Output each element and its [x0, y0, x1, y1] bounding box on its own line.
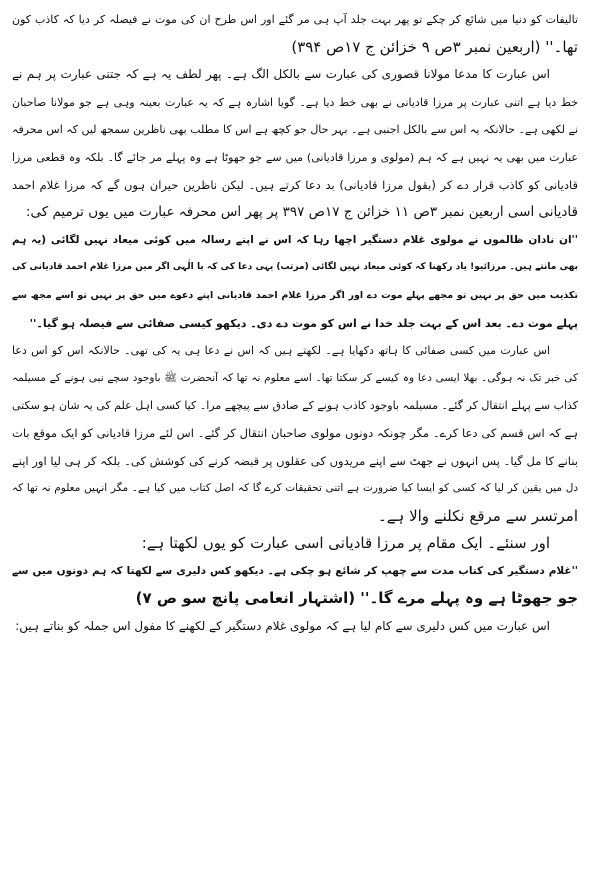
text-line-11: کذاب سے پہلے انتقال کر گئے۔ مسیلمہ باوجود کاذب ہونے کے صادق سے پیچھے مرا۔ کیا کسی اہل علم کی یہ شان ہو سکتی	[12, 399, 578, 413]
text-line-17: اس عبارت میں کس دلیری سے کام لیا ہے کہ مولوی غلام دستگیر کے لکھنے کا مفول اس جملہ کو بناتے ہیں:	[15, 619, 550, 634]
text-line-15: امرتسر سے مرقع نکلنے والا ہے۔	[377, 506, 578, 525]
text-line-14: دل میں یقین کر لیا کہ کسی کو ایسا کیا ضرورت ہے اتنی تحقیقات کرے گا کہ اصل کتاب میں کیا ہے۔ مگر انہیں معلوم نہ تھا کہ	[12, 482, 578, 495]
quote-line-6: جو جھوٹا ہے وہ پہلے مرے گا۔'' (اشتہار انعامی پانچ سو ص ۷)	[135, 589, 578, 608]
quote-line-2: بھی مانتے ہیں۔ مرزائیو! یاد رکھنا کہ کوئی میعاد نہیں لگائی (مرتب) یہی دعا کی کہ یا الٰہی اگر میں مرزا غلام احمد قادیانی کی	[12, 262, 578, 273]
text-line-1: تالیفات کو دنیا میں شائع کر چکے تو پھر بہت جلد آپ ہی مر گئے اور اس طرح ان کی موت نے فیصلہ کر دیا کہ کاذب کون	[12, 13, 578, 26]
text-line-6: عبارت میں بھی یہ نہیں ہے کہ ہم (مولوی و مرزا قادیانی) میں سے جو جھوٹا ہے وہ پہلے مر جائے گا۔ بلکہ وہ قطعی مرزا	[12, 150, 578, 164]
text-line-3: اس عبارت کا مدعا مولانا قصوری کی عبارت سے بالکل الگ ہے۔ پھر لطف یہ ہے کہ جتنی عبارت پر ہم نے	[12, 67, 550, 82]
text-line-9: اس عبارت میں کسی صفائی کا ہاتھ دکھایا ہے۔ لکھتے ہیں کہ اس نے دعا ہی یہ کی تھی۔ حالانکہ اس کو اس دعا	[12, 344, 550, 358]
text-line-4: خط دیا ہے اتنی عبارت پر مرزا قادیانی نے بھی خط دیا ہے۔ گویا اشارہ ہے کہ یہ عبارت بعینہ وہی ہے جو مولانا صاحبان	[12, 95, 578, 109]
text-line-2: تھا۔'' (اربعین نمبر ۳ص ۹ خزائن ج ۱۷ص ۳۹۴)	[291, 37, 578, 56]
quote-line-5: ''غلام دستگیر کی کتاب مدت سے چھپ کر شائع ہو چکی ہے۔ دیکھو کس دلیری سے لکھتا کہ ہم دونوں میں سے	[12, 564, 578, 577]
quote-line-1: ''ان نادان ظالموں نے مولوی غلام دستگیر اچھا رہا کہ اس نے اپنے رسالہ میں کوئی میعاد نہیں لگائی (یہ ہم	[12, 233, 578, 246]
text-line-13: بنانے کا مل گیا۔ پس انہوں نے جھٹ سے اپنے مریدوں کی عقلوں پر قبضہ کرنے کی کوشش کی۔ بلکہ کر ہی لیا اور اپنے	[12, 453, 578, 468]
text-line-12: ہے کہ اس قسم کی دعا کرے۔ مگر چونکہ دونوں مولوی صاحبان انتقال کر گئے۔ اس لئے مرزا قادیانی کو ایک موقع بات	[12, 425, 578, 440]
text-line-8: قادیانی اسی اربعین نمبر ۳ص ۱۱ خزائن ج ۱۷ص ۳۹۷ پر پھر اس محرفہ عبارت میں یوں ترمیم کی:	[25, 204, 578, 221]
text-line-7: قادیانی کو کاذب قرار دے کر (بقول مرزا قادیانی) بد دعا کرتے ہیں۔ لیکن ناظرین حیران ہوں گے کہ مرزا غلام احمد	[12, 177, 578, 192]
text-line-5: نے لکھی ہے۔ حالانکہ یہ اس سے بالکل اجنبی ہے۔ بہر حال جو کچھ ہے اس کا مطلب بھی ناظرین سمجھ لیں کہ اس محرفہ	[12, 123, 578, 137]
text-line-10: کی خبر تک نہ ہوگی۔ بھلا ایسی دعا وہ کیسے کر سکتا تھا۔ اسے معلوم نہ تھا کہ آنحضرت ﷺ باوجود سچے نبی ہونے کے مسیلمہ	[12, 371, 578, 384]
text-line-16: اور سنئے۔ ایک مقام پر مرزا قادیانی اسی عبارت کو یوں لکھتا ہے:	[141, 534, 550, 553]
quote-line-3: تکذیب میں حق پر نہیں تو مجھے پہلے موت دے اور اگر مرزا غلام احمد قادیانی اپنے دعوے میں حق پر نہیں تو اسے مجھ سے	[12, 289, 578, 301]
quote-line-4: پہلے موت دے۔ بعد اس کے بہت جلد خدا نے اس کو موت دے دی۔ دیکھو کیسی صفائی سے فیصلہ ہو گیا۔''	[29, 316, 578, 330]
